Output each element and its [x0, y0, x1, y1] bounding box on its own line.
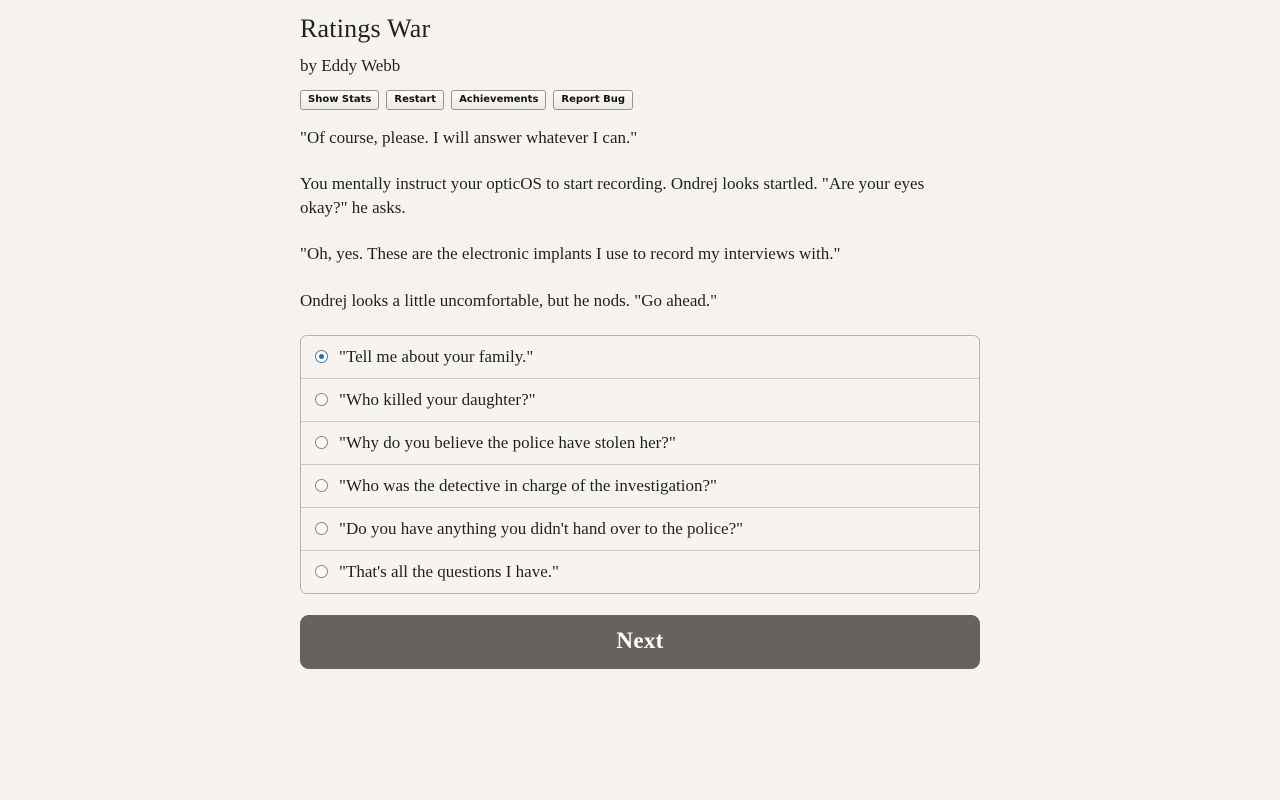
choice-list [300, 335, 980, 594]
choice-label: "That's all the questions I have." [339, 561, 559, 581]
choice-label: "Why do you believe the police have stolen her?" [339, 432, 676, 452]
story-paragraph: "Of course, please. I will answer whatever I can." [300, 128, 638, 147]
radio-icon[interactable] [315, 393, 328, 406]
show-stats-button[interactable]: Show Stats [300, 90, 379, 110]
author-byline: by Eddy Webb [300, 56, 401, 75]
story-paragraph: Ondrej looks a little uncomfortable, but he nods. "Go ahead." [300, 290, 718, 310]
choice-option[interactable] [301, 508, 979, 551]
achievements-button[interactable]: Achievements [451, 90, 546, 110]
choice-label: "Who killed your daughter?" [339, 389, 536, 409]
restart-button[interactable]: Restart [386, 90, 444, 110]
radio-icon[interactable] [315, 350, 328, 363]
radio-icon[interactable] [315, 479, 328, 492]
page-title: Ratings War [300, 14, 431, 43]
choice-label: "Tell me about your family." [339, 346, 534, 366]
choice-option[interactable] [301, 551, 979, 593]
next-button[interactable]: Next [300, 615, 980, 669]
story-paragraph: You mentally instruct your opticOS to start recording. Ondrej looks startled. "Are your eyes okay?" he asks. [300, 174, 925, 218]
choice-option[interactable] [301, 422, 979, 465]
story-paragraph: "Oh, yes. These are the electronic implants I use to record my interviews with." [300, 244, 841, 264]
choice-option[interactable] [301, 379, 979, 422]
choice-label: "Do you have anything you didn't hand over to the police?" [339, 518, 744, 538]
story-text [300, 126, 980, 313]
game-column [300, 0, 980, 669]
radio-icon[interactable] [315, 522, 328, 535]
choice-label: "Who was the detective in charge of the investigation?" [339, 475, 717, 495]
radio-icon[interactable] [315, 565, 328, 578]
report-bug-button[interactable]: Report Bug [553, 90, 633, 110]
choice-option[interactable] [301, 336, 979, 379]
radio-icon[interactable] [315, 436, 328, 449]
toolbar [300, 90, 980, 110]
choice-option[interactable] [301, 465, 979, 508]
